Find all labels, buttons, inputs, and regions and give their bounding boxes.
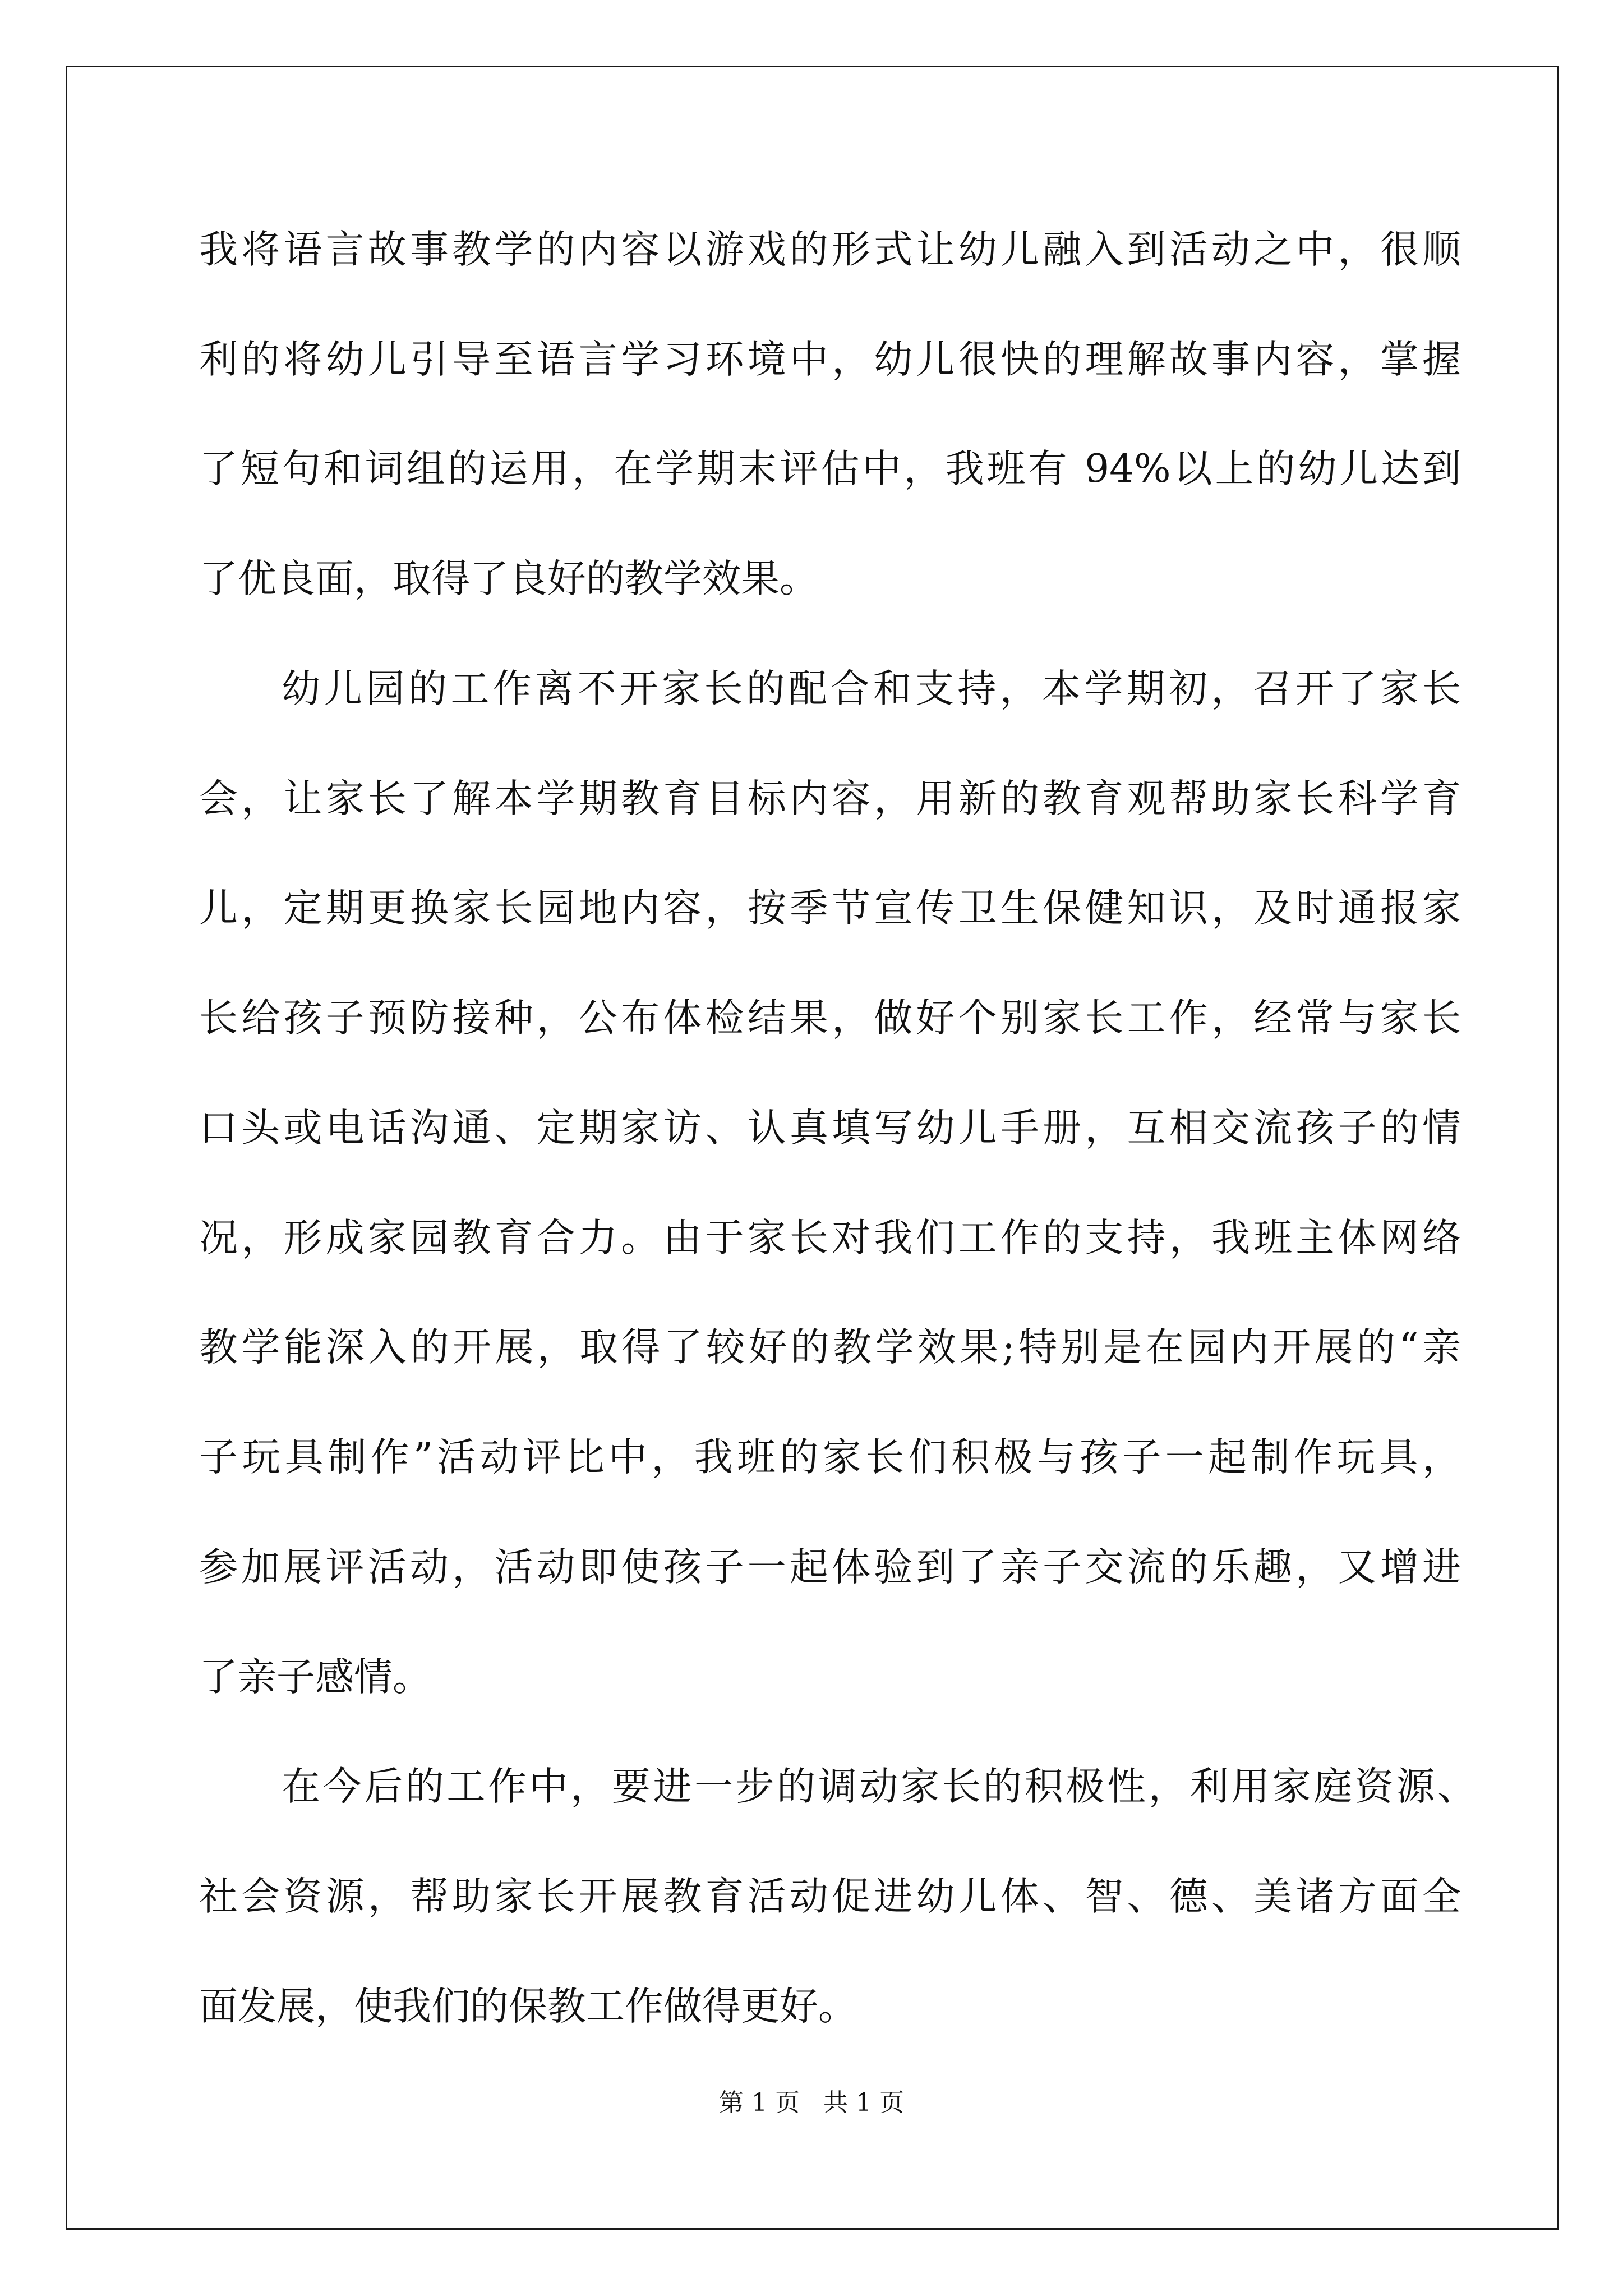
paragraph-line: 了优良面，取得了良好的教学效果。 [199,556,818,601]
paragraph-line: 况，形成家园教育合力。由于家长对我们工作的支持，我班主体网络 [199,1216,1461,1260]
paragraph-line: 社会资源，帮助家长开展教育活动促进幼儿体、智、德、美诸方面全 [199,1874,1461,1919]
paragraph-line: 在今后的工作中，要进一步的调动家长的积极性，利用家庭资源、 [282,1764,1476,1809]
paragraph-line: 子玩具制作”活动评比中，我班的家长们积极与孩子一起制作玩具， [199,1435,1461,1480]
paragraph-line: 利的将幼儿引导至语言学习环境中，幼儿很快的理解故事内容，掌握 [199,337,1461,382]
paragraph-line: 长给孩子预防接种，公布体检结果，做好个别家长工作，经常与家长 [199,996,1461,1041]
paragraph-line: 口头或电话沟通、定期家访、认真填写幼儿手册，互相交流孩子的情 [199,1106,1461,1151]
paragraph-line: 面发展，使我们的保教工作做得更好。 [199,1984,857,2029]
paragraph-line: 我将语言故事教学的内容以游戏的形式让幼儿融入到活动之中，很顺 [199,227,1461,272]
paragraph-line: 了短句和词组的运用，在学期末评估中，我班有 94%以上的幼儿达到 [199,447,1461,491]
paragraph-line: 教学能深入的开展，取得了较好的教学效果;特别是在园内开展的“亲 [199,1325,1461,1370]
paragraph-line: 会，让家长了解本学期教育目标内容，用新的教育观帮助家长科学育 [199,776,1461,821]
paragraph-line: 了亲子感情。 [199,1655,431,1700]
paragraph-line: 幼儿园的工作离不开家长的配合和支持，本学期初，召开了家长 [282,666,1461,711]
paragraph-line: 儿，定期更换家长园地内容，按季节宣传卫生保健知识，及时通报家 [199,886,1461,931]
page-footer: 第 1 页 共 1 页 [719,2088,904,2117]
paragraph-line: 参加展评活动，活动即使孩子一起体验到了亲子交流的乐趣，又增进 [199,1545,1461,1590]
